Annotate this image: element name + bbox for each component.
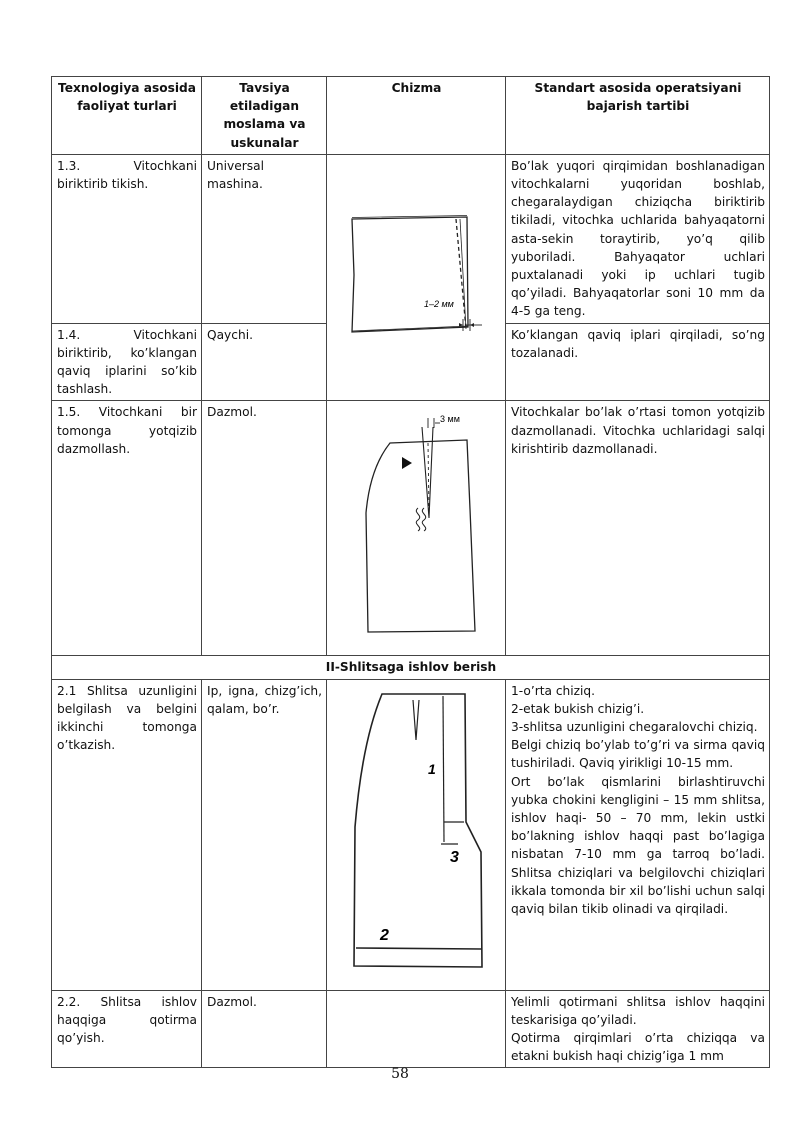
drawing-cell-slit <box>327 679 506 990</box>
tools-cell: Ip, igna, chizg’ich, qalam, bo’r. <box>202 679 327 990</box>
dart-stitch-drawing <box>332 157 510 394</box>
procedure-line: 3-shlitsa uzunligini chegaralovchi chiziq. <box>511 720 758 735</box>
procedure-line: Qotirma qirqimlari o’rta chiziqqa va etakni bukish haqi chizig’iga 1 mm <box>511 1031 765 1064</box>
table-row <box>52 990 770 1068</box>
operations-table <box>51 76 770 1068</box>
dart-measure-label: 1–2 мм <box>424 298 454 309</box>
activity-cell: 2.2. Shlitsa ishlov haqqiga qotirma qo’yish. <box>52 990 202 1068</box>
activity-cell: 1.5. Vitochkani bir tomonga yotqizib dazmollash. <box>52 401 202 656</box>
procedure-line: 2-etak bukish chizig’i. <box>511 701 645 716</box>
header-tools: Tavsiya etiladigan moslama va uskunalar <box>202 77 327 155</box>
table-row <box>52 154 770 323</box>
activity-cell: 1.3. Vitochkani biriktirib tikish. <box>52 154 202 323</box>
table-row <box>52 679 770 990</box>
drawing-cell-dart-stitch <box>327 154 506 401</box>
dart-press-drawing <box>332 403 510 653</box>
section-row <box>52 656 770 679</box>
page-number: 58 <box>391 1066 409 1082</box>
procedure-cell <box>506 990 770 1068</box>
header-drawing: Chizma <box>327 77 506 155</box>
drawing-cell-empty <box>327 990 506 1068</box>
procedure-cell <box>506 679 770 990</box>
label-2: 2 <box>380 926 389 944</box>
label-3: 3 <box>450 848 459 866</box>
procedure-cell: Vitochkalar bo’lak o’rtasi tomon yotqizib dazmollanadi. Vitochka uchlaridagi salqi kirishtirib dazmollanadi. <box>506 401 770 656</box>
press-measure-label: 3 мм <box>440 414 460 425</box>
tools-cell: Dazmol. <box>202 401 327 656</box>
procedure-cell: Bo’lak yuqori qirqimidan boshlanadigan vitochkalarni yuqoridan boshlab, chegaralaydigan chiziqcha biriktirib tikiladi, vitochka uchlarida bahyaqatorni asta-sekin toraytirib, yo’q qilib yuboriladi. Bahyaqator uchlari puxtalanadi yoki ip uchlari tugib qo’yiladi. Bahyaqatorlar soni 10 mm da 4-5 ga teng. <box>506 154 770 323</box>
procedure-line: 1-o’rta chiziq. <box>511 683 596 698</box>
section-title: II-Shlitsaga ishlov berish <box>52 656 770 679</box>
header-procedure: Standart asosida operatsiyani bajarish tartibi <box>506 77 770 155</box>
procedure-line: Belgi chiziq bo’ylab to’g’ri va sirma qaviq tushiriladi. Qaviq yirikligi 10-15 mm. <box>511 738 765 771</box>
tools-cell: Dazmol. <box>202 990 327 1068</box>
procedure-line: Ort bo’lak qismlarini birlashtiruvchi yubka chokini kengligini – 15 mm shlitsa, ishlov haqi- 50 – 70 mm, lekin ustki bo’lakning ishlov haqqi past bo’lagiga nisbatan 7-10 mm ga tarroq bo’ladi. Shlitsa chiziqlari va belgilovchi chiziqlari ikkala tomonda bir xil bo’lishi uchun salqi qaviq bilan tikib olinadi va qirqiladi. <box>511 774 765 917</box>
drawing-cell-dart-press <box>327 401 506 656</box>
procedure-cell: Ko’klangan qaviq iplari qirqiladi, so’ng tozalanadi. <box>506 323 770 401</box>
tools-cell: Universal mashina. <box>202 154 327 323</box>
table-row <box>52 401 770 656</box>
slit-marking-drawing <box>332 682 510 988</box>
header-activity: Texnologiya asosida faoliyat turlari <box>52 77 202 155</box>
activity-cell: 1.4. Vitochkani biriktirib, ko’klangan qaviq iplarini so’kib tashlash. <box>52 323 202 401</box>
activity-cell: 2.1 Shlitsa uzunligini belgilash va belgini ikkinchi tomonga o’tkazish. <box>52 679 202 990</box>
procedure-line: Yelimli qotirmani shlitsa ishlov haqqini teskarisiga qo’yiladi. <box>511 994 765 1027</box>
label-1: 1 <box>428 760 436 777</box>
table-header-row <box>52 77 770 155</box>
tools-cell: Qaychi. <box>202 323 327 401</box>
